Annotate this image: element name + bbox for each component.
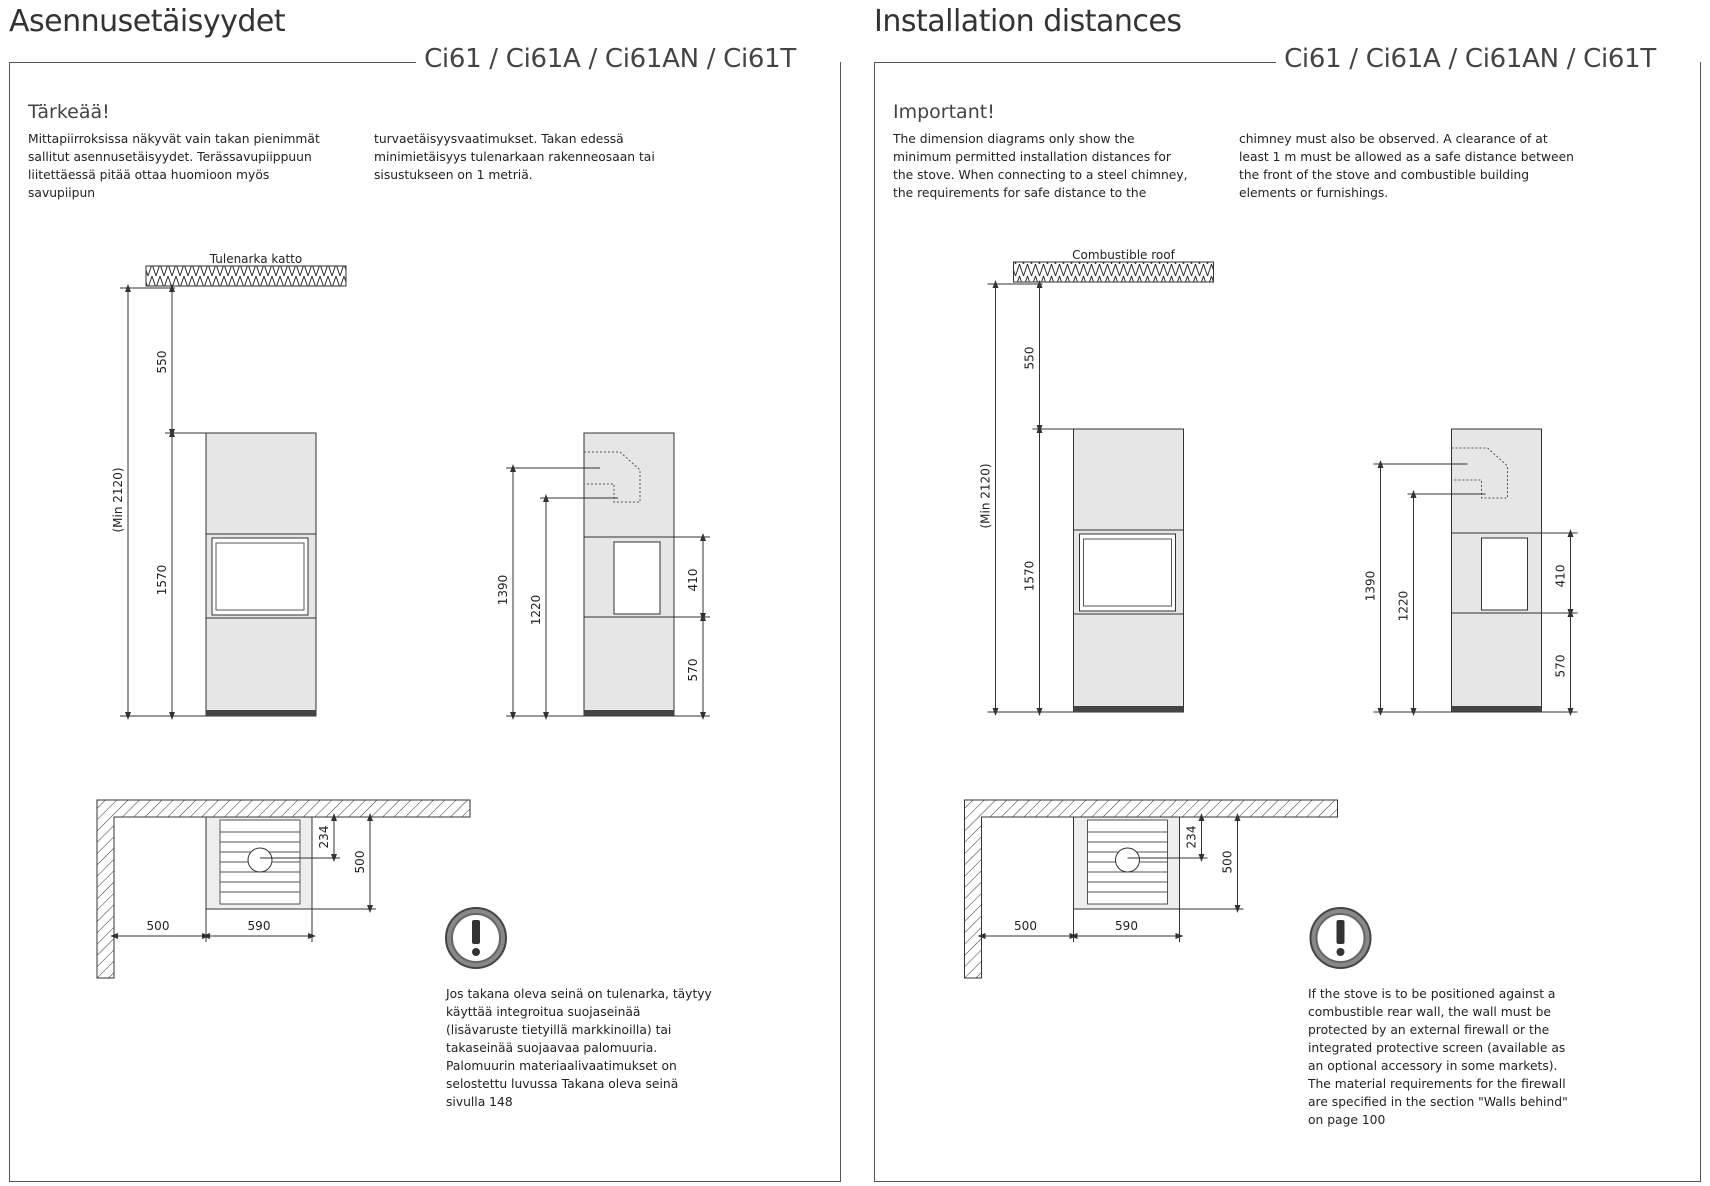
side-elevation	[496, 433, 710, 716]
important-heading: Tärkeää!	[28, 101, 110, 123]
dim-min-total: (Min 2120)	[978, 463, 993, 529]
warning-icon	[446, 908, 506, 968]
dim-min-total: (Min 2120)	[111, 467, 125, 533]
dim-plan-depth: 500	[1220, 850, 1235, 874]
important-heading: Important!	[893, 101, 995, 123]
intro-column-1: The dimension diagrams only show the minimum permitted installation distances for the stove. When connecting to a steel chimney, the requirements for safe distance to the	[893, 132, 1188, 200]
dim-side-flue: 1220	[529, 594, 543, 626]
dim-side-base: 570	[1553, 654, 1568, 678]
page-title: Asennusetäisyydet	[9, 4, 286, 39]
front-elevation	[979, 248, 1214, 712]
combustible-roof	[1014, 262, 1214, 282]
dim-plan-side: 500	[1014, 919, 1037, 933]
intro-column-2: chimney must also be observed. A clearance of at least 1 m must be allowed as a safe distance between the front of the stove and combustible building elements or furnishings.	[1239, 132, 1574, 200]
combustible-roof	[146, 266, 346, 286]
dim-stove-height: 1570	[1022, 560, 1037, 592]
dim-plan-side: 500	[146, 919, 170, 933]
page-finnish	[0, 0, 850, 1186]
dim-side-flue: 1220	[1396, 590, 1411, 622]
dim-plan-width: 590	[1115, 919, 1138, 933]
dim-ceiling: 550	[155, 350, 169, 374]
warning-text: Jos takana oleva seinä on tulenarka, täytyy käyttää integroitua suojaseinää (lisävaruste tietyillä markkinoilla) tai takaseinää suojaavaa palomuuria. Palomuurin materiaalivaatimukset on selostettu luvussa Takana oleva seinä sivulla 148	[446, 987, 712, 1109]
dim-side-total: 1390	[496, 574, 510, 606]
dim-side-door: 410	[1553, 564, 1568, 588]
roof-label: Combustible roof	[1072, 248, 1175, 262]
dim-ceiling: 550	[1022, 346, 1037, 370]
intro-column-1: Mittapiirroksissa näkyvät vain takan pienimmät sallitut asennusetäisyydet. Terässavupiippuun liitettäessä pitää ottaa huomioon myös savupiipun	[28, 132, 320, 200]
warning-text: If the stove is to be positioned against a combustible rear wall, the wall must be protected by an external firewall or the integrated protective screen (available as an optional accessory in some markets). The material requirements for the firewall are specified in the section "Walls behind" on page 100	[1308, 987, 1568, 1127]
dim-plan-rear: 234	[1184, 825, 1199, 849]
roof-label: Tulenarka katto	[209, 252, 303, 266]
front-elevation	[111, 252, 346, 716]
model-label: Ci61 / Ci61A / Ci61AN / Ci61T	[1276, 44, 1664, 74]
dim-side-total: 1390	[1363, 570, 1378, 602]
intro-column-2: turvaetäisyysvaatimukset. Takan edessä minimietäisyys tulenarkaan rakenneosaan tai sisustukseen on 1 metriä.	[374, 132, 655, 182]
dim-plan-depth: 500	[353, 850, 367, 874]
installation-diagram	[865, 0, 1710, 1186]
installation-diagram	[0, 0, 850, 1186]
dim-side-door: 410	[686, 568, 700, 592]
plan-view	[965, 800, 1338, 978]
side-elevation	[1364, 429, 1578, 712]
warning-icon	[1311, 908, 1371, 968]
page-title: Installation distances	[874, 4, 1182, 39]
dim-side-base: 570	[686, 658, 700, 682]
dim-stove-height: 1570	[155, 564, 169, 596]
dim-plan-rear: 234	[317, 825, 331, 849]
dim-plan-width: 590	[247, 919, 271, 933]
model-label: Ci61 / Ci61A / Ci61AN / Ci61T	[416, 44, 804, 74]
page-english	[865, 0, 1710, 1186]
plan-view	[97, 800, 470, 978]
